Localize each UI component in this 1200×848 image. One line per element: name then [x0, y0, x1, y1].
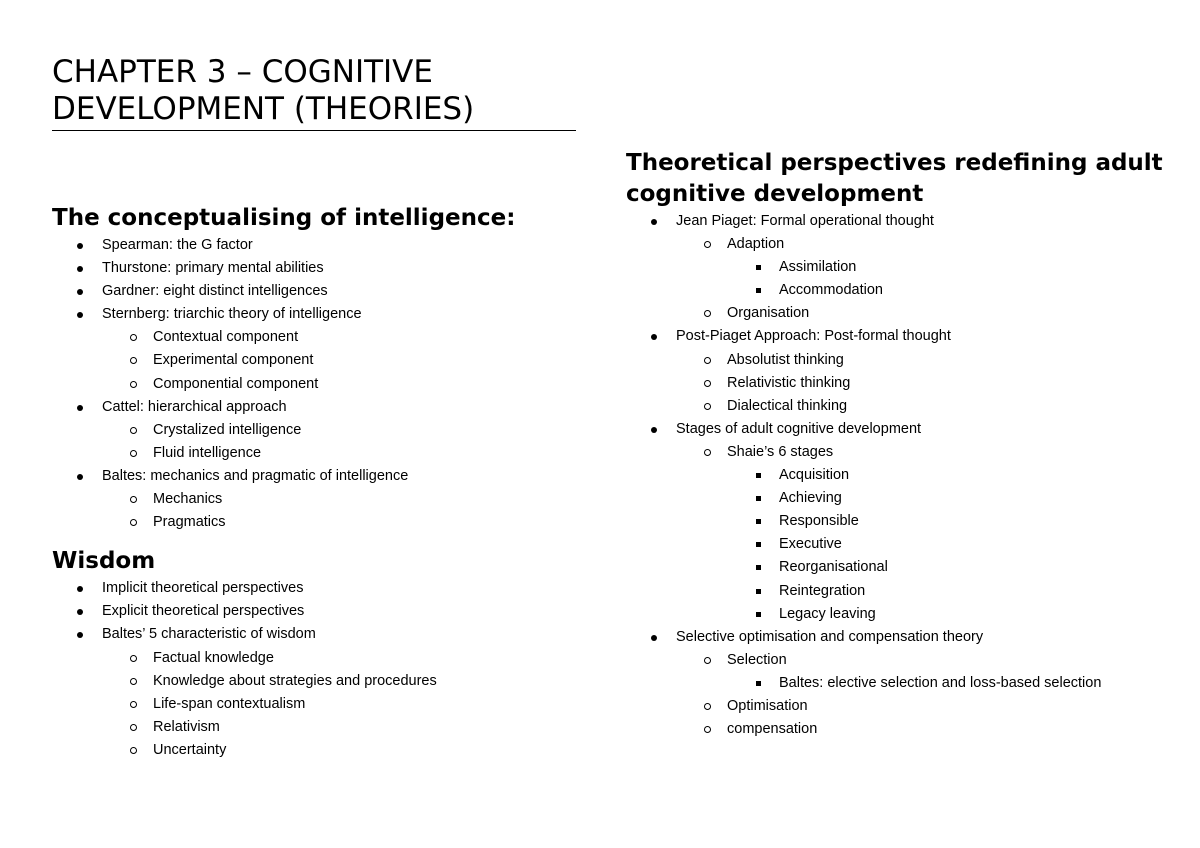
bullet-disc-icon: [77, 289, 83, 295]
bullet-circle-icon: [704, 449, 711, 456]
list-item-text: Reorganisational: [779, 559, 888, 576]
list-item: [626, 487, 1186, 510]
list-item-text: Legacy leaving: [779, 605, 876, 622]
list-item: [626, 580, 1186, 603]
bullet-circle-icon: [130, 381, 137, 388]
list-item-text: Post-Piaget Approach: Post-formal thought: [676, 328, 951, 345]
list-item-text: Shaie’s 6 stages: [727, 443, 834, 460]
list-item-text: Spearman: the G factor: [102, 237, 253, 253]
list-item-text: Mechanics: [153, 491, 223, 508]
list-item: [52, 303, 612, 326]
bullet-circle-icon: [130, 427, 137, 434]
bullet-circle-icon: [130, 724, 137, 731]
list-item-text: Assimilation: [779, 259, 857, 276]
list-item: [52, 442, 612, 465]
bullet-square-icon: [756, 519, 761, 524]
list-item: [626, 464, 1186, 487]
list-item-text: Acquisition: [779, 467, 850, 484]
bullet-disc-icon: [77, 312, 83, 318]
list-item: [626, 718, 1186, 741]
list-item-text: Absolutist thinking: [727, 351, 844, 368]
list-item-text: Knowledge about strategies and procedures: [153, 672, 437, 689]
bullet-disc-icon: [77, 405, 83, 411]
list-item: [52, 511, 612, 534]
list-item: [52, 349, 612, 372]
bullet-circle-icon: [130, 450, 137, 457]
bullet-square-icon: [756, 496, 761, 501]
bullet-circle-icon: [704, 380, 711, 387]
adult-cognitive-development-list: [626, 210, 1186, 741]
list-item-text: Factual knowledge: [153, 649, 274, 666]
list-item-text: Relativism: [153, 718, 220, 735]
bullet-square-icon: [756, 542, 761, 547]
bullet-disc-icon: [651, 635, 657, 641]
list-item: [626, 649, 1186, 672]
list-item-text: Relativistic thinking: [727, 374, 851, 391]
section-heading-adult-cognitive-development: Theoretical perspectives redefining adult cognitive development: [626, 150, 1163, 207]
list-item: [626, 556, 1186, 579]
list-item: [626, 626, 1186, 649]
bullet-square-icon: [756, 589, 761, 594]
bullet-disc-icon: [651, 427, 657, 433]
list-item-text: Accommodation: [779, 282, 883, 299]
list-item: [626, 510, 1186, 533]
list-item-text: Contextual component: [153, 329, 299, 346]
list-item: [52, 693, 612, 716]
list-item: [626, 325, 1186, 348]
list-item-text: Explicit theoretical perspectives: [102, 603, 305, 620]
bullet-disc-icon: [77, 474, 83, 480]
list-item: [626, 603, 1186, 626]
list-item-text: Crystalized intelligence: [153, 421, 302, 438]
list-item: [626, 441, 1186, 464]
list-item: [52, 419, 612, 442]
list-item-text: Baltes: mechanics and pragmatic of intelligence: [102, 467, 409, 484]
list-item: [52, 647, 612, 670]
list-item-text: Adaption: [727, 236, 785, 253]
list-item-text: Gardner: eight distinct intelligences: [102, 283, 328, 300]
list-item: [52, 670, 612, 693]
list-item-text: Baltes’ 5 characteristic of wisdom: [102, 626, 316, 643]
list-item-text: Responsible: [779, 513, 859, 530]
list-item-text: Fluid intelligence: [153, 444, 262, 461]
bullet-square-icon: [756, 265, 761, 270]
list-item-text: Selective optimisation and compensation theory: [676, 628, 984, 645]
list-item: [626, 695, 1186, 718]
list-item: [626, 279, 1186, 302]
bullet-circle-icon: [130, 655, 137, 662]
list-item: [52, 257, 612, 280]
bullet-disc-icon: [651, 219, 657, 225]
list-item: [52, 234, 612, 257]
page-title: CHAPTER 3 – COGNITIVE DEVELOPMENT (THEORIES): [52, 54, 576, 131]
bullet-circle-icon: [704, 703, 711, 710]
list-item: [52, 577, 612, 600]
wisdom-list: [52, 577, 612, 762]
list-item: [52, 373, 612, 396]
bullet-circle-icon: [130, 678, 137, 685]
list-item: [52, 716, 612, 739]
list-item-text: Optimisation: [727, 697, 808, 714]
list-item-text: Experimental component: [153, 352, 314, 369]
list-item: [52, 488, 612, 511]
list-item-text: Selection: [727, 651, 787, 668]
list-item-text: Cattel: hierarchical approach: [102, 398, 287, 415]
bullet-circle-icon: [130, 701, 137, 708]
bullet-circle-icon: [704, 310, 711, 317]
list-item: [626, 210, 1186, 233]
list-item: [52, 280, 612, 303]
list-item-text: Thurstone: primary mental abilities: [102, 260, 324, 277]
bullet-circle-icon: [704, 241, 711, 248]
bullet-square-icon: [756, 612, 761, 617]
right-column: [626, 148, 1186, 741]
list-item: [626, 418, 1186, 441]
bullet-circle-icon: [704, 657, 711, 664]
list-item: [626, 256, 1186, 279]
bullet-circle-icon: [130, 357, 137, 364]
bullet-disc-icon: [77, 586, 83, 592]
list-item: [626, 302, 1186, 325]
list-item-text: Achieving: [779, 490, 842, 507]
bullet-disc-icon: [77, 632, 83, 638]
list-item: [52, 623, 612, 646]
list-item-text: Jean Piaget: Formal operational thought: [676, 213, 934, 229]
section-heading-wisdom: Wisdom: [52, 548, 156, 575]
list-item: [52, 326, 612, 349]
list-item-text: Sternberg: triarchic theory of intelligence: [102, 306, 362, 323]
bullet-disc-icon: [77, 266, 83, 272]
list-item: [626, 372, 1186, 395]
list-item-text: Life-span contextualism: [153, 695, 306, 712]
bullet-circle-icon: [130, 519, 137, 526]
list-item-text: Reintegration: [779, 582, 866, 599]
bullet-square-icon: [756, 681, 761, 686]
bullet-circle-icon: [130, 496, 137, 503]
list-item: [52, 600, 612, 623]
list-item: [626, 533, 1186, 556]
section-heading-intelligence: The conceptualising of intelligence:: [52, 205, 516, 231]
bullet-circle-icon: [130, 747, 137, 754]
intelligence-list: [52, 234, 612, 534]
list-item: [52, 465, 612, 488]
list-item: [626, 349, 1186, 372]
bullet-square-icon: [756, 288, 761, 293]
list-item-text: Dialectical thinking: [727, 397, 848, 414]
list-item-text: Organisation: [727, 305, 810, 322]
bullet-circle-icon: [704, 726, 711, 733]
bullet-circle-icon: [704, 403, 711, 410]
list-item: [52, 396, 612, 419]
bullet-square-icon: [756, 565, 761, 570]
list-item-text: Executive: [779, 536, 842, 553]
list-item: [626, 672, 1186, 695]
list-item-text: Implicit theoretical perspectives: [102, 580, 304, 597]
list-item: [52, 739, 612, 762]
list-item: [626, 395, 1186, 418]
bullet-circle-icon: [130, 334, 137, 341]
list-item-text: Uncertainty: [153, 741, 227, 758]
list-item-text: Stages of adult cognitive development: [676, 420, 922, 437]
bullet-circle-icon: [704, 357, 711, 364]
list-item: [626, 233, 1186, 256]
list-item-text: Baltes: elective selection and loss-based selection: [779, 674, 1102, 691]
list-item-text: compensation: [727, 721, 818, 738]
list-item-text: Pragmatics: [153, 514, 226, 531]
bullet-disc-icon: [651, 334, 657, 340]
left-column: [52, 203, 612, 762]
list-item-text: Componential component: [153, 375, 319, 392]
bullet-square-icon: [756, 473, 761, 478]
bullet-disc-icon: [77, 609, 83, 615]
bullet-disc-icon: [77, 243, 83, 249]
